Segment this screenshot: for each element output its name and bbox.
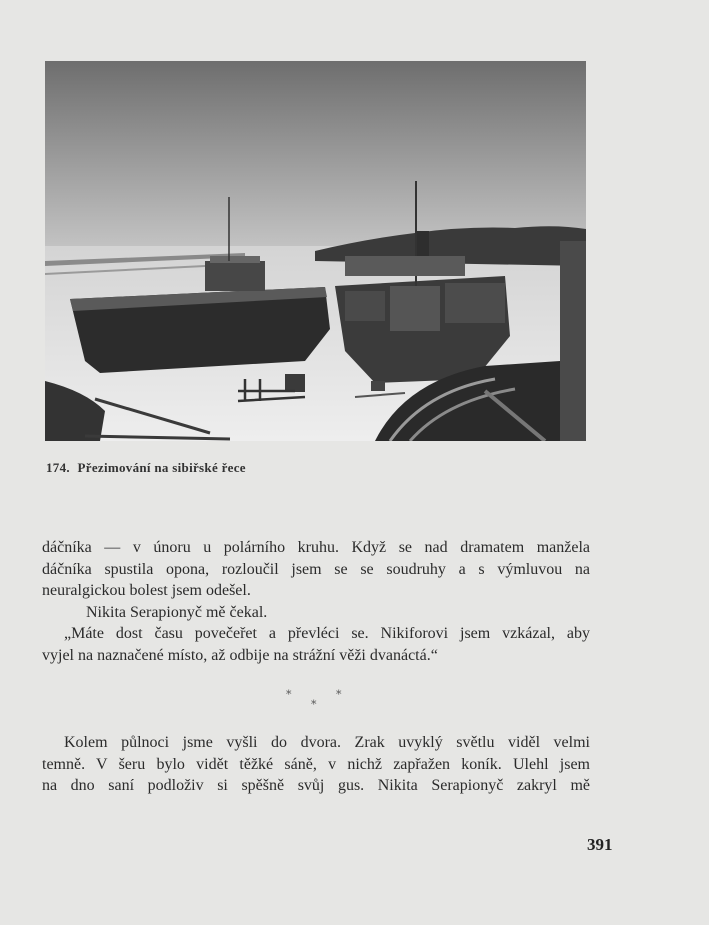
- figure-caption-text: Přezimování na sibiřské řece: [77, 460, 246, 475]
- figure-number: 174.: [46, 460, 70, 475]
- text-line: Nikita Serapionyč mě čekal.: [86, 603, 268, 621]
- text-line: Kolem půlnoci jsme vyšli do dvora. Zrak uvyklý světlu viděl velmi: [64, 734, 590, 751]
- text-line: dáčníka spustila opona, rozloučil jsem se se soudruhy a s výmluvou na: [42, 560, 590, 578]
- asterisk: *: [336, 688, 342, 701]
- page-number: 391: [587, 835, 613, 854]
- text-line: vyjel na naznačené místo, až odbije na strážní věži dvanáctá.“: [42, 646, 438, 664]
- paragraph: [42, 537, 590, 602]
- text-line: na dno saní podloživ si spěšně svůj gus. Nikita Serapionyč zakryl mě: [42, 777, 590, 794]
- text-line: temně. V šeru bylo vidět těžké sáně, v nichž zapřažen koník. Ulehl jsem: [42, 755, 590, 773]
- paragraph: [42, 732, 590, 797]
- body-text-bottom: [42, 732, 590, 797]
- asterisk: *: [311, 698, 317, 711]
- figure-photo: [45, 61, 586, 441]
- section-break-asterism: [282, 688, 352, 711]
- asterisk: *: [286, 688, 292, 701]
- text-line: dáčníka — v únoru u polárního kruhu. Když se nad dramatem manžela: [42, 539, 590, 556]
- paragraph: [42, 623, 590, 666]
- body-text-top: [42, 537, 590, 666]
- figure-caption: [46, 460, 246, 476]
- paragraph: [42, 602, 590, 624]
- text-line: „Máte dost času povečeřet a převléci se. Nikiforovi jsem vzkázal, aby: [64, 625, 590, 642]
- river-boats-photo: [45, 61, 586, 441]
- text-line: neuralgickou bolest jsem odešel.: [42, 582, 251, 599]
